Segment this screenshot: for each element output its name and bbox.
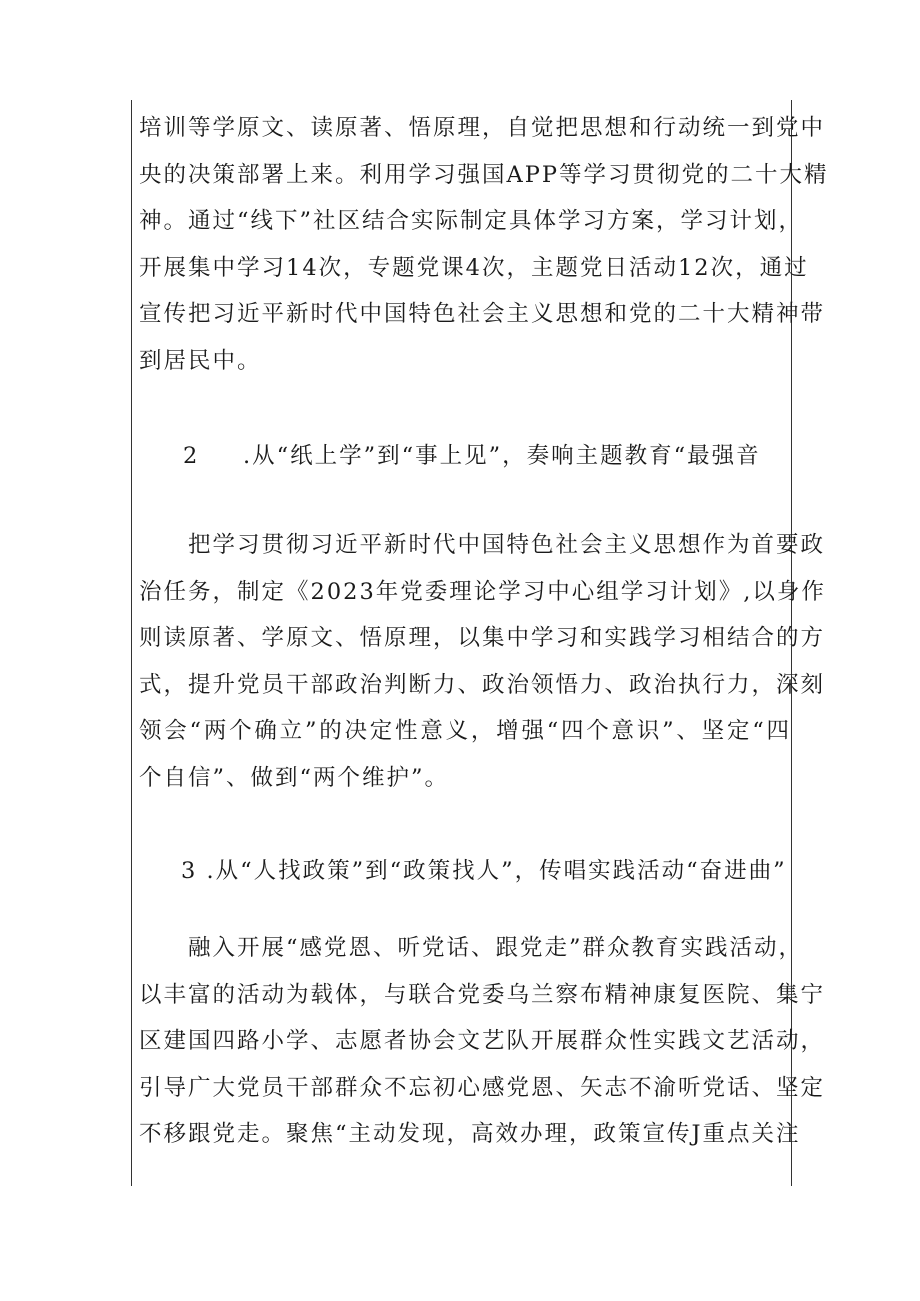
text-line: 到居民中。 bbox=[139, 347, 262, 374]
text-line: 个自信”、做到“两个维护”。 bbox=[139, 764, 450, 791]
text-line: 引导广大党员干部群众不忘初心感党恩、矢志不渝听党话、坚定 bbox=[139, 1074, 826, 1101]
text-line: 央的决策部署上来。利用学习强国APP等学习贯彻党的二十大精 bbox=[139, 161, 829, 188]
paragraph-2 bbox=[139, 522, 826, 801]
heading-title: .从“纸上学”到“事上见”，奏响主题教育“最强音 bbox=[243, 443, 761, 469]
paragraph-3 bbox=[139, 925, 826, 1158]
text-line: 开展集中学习14次，专题党课4次，主题党日活动12次，通过 bbox=[139, 254, 809, 281]
text-line: 式，提升党员干部政治判断力、政治领悟力、政治执行力，深刻 bbox=[139, 671, 826, 698]
text-line: 融入开展“感党恩、听党话、跟党走”群众教育实践活动， bbox=[139, 935, 804, 961]
text-line: 培训等学原文、读原著、悟原理，自觉把思想和行动统一到党中 bbox=[139, 115, 826, 141]
text-line: 区建国四路小学、志愿者协会文艺队开展群众性实践文艺活动， bbox=[139, 1028, 826, 1054]
paragraph-1 bbox=[139, 105, 829, 384]
heading-title: 3 .从“人找政策”到“政策找人”，传唱实践活动“奋进曲” bbox=[181, 858, 787, 884]
text-line: 以丰富的活动为载体，与联合党委乌兰察布精神康复医院、集宁 bbox=[139, 981, 826, 1008]
text-line: 不移跟党走。聚焦“主动发现，高效办理，政策宣传J重点关注 bbox=[139, 1121, 801, 1147]
text-line: 宣传把习近平新时代中国特色社会主义思想和党的二十大精神带 bbox=[139, 301, 826, 327]
text-line: 则读原著、学原文、悟原理，以集中学习和实践学习相结合的方 bbox=[139, 625, 826, 651]
text-line: 把学习贯彻习近平新时代中国特色社会主义思想作为首要政 bbox=[139, 532, 826, 558]
text-line: 领会“两个确立”的决定性意义，增强“四个意识”、坚定“四 bbox=[139, 718, 791, 744]
heading-number: 2 bbox=[183, 443, 200, 469]
text-line: 治任务，制定《2023年党委理论学习中心组学习计划》,以身作 bbox=[139, 578, 826, 605]
text-line: 神。通过“线下”社区结合实际制定具体学习方案，学习计划， bbox=[139, 208, 804, 234]
